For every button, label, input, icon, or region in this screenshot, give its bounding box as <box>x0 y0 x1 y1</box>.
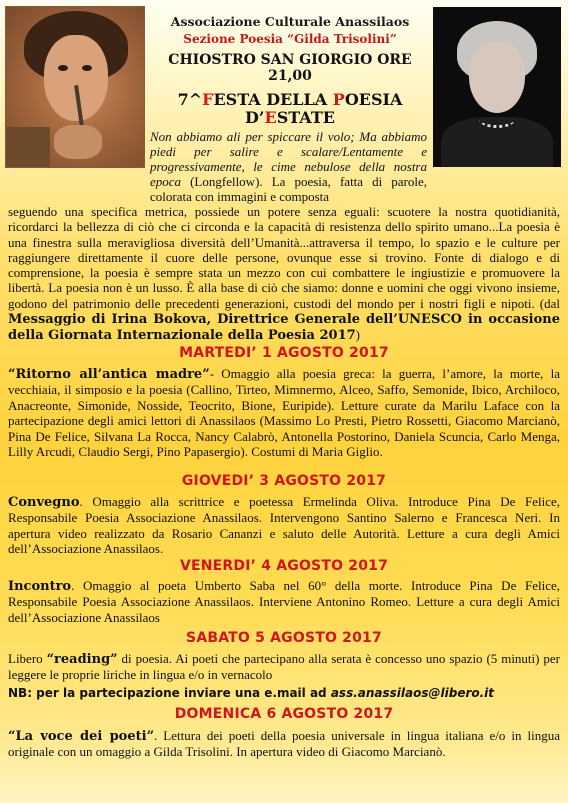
nb-note <box>8 686 560 701</box>
intro-continuation: seguendo una specifica metrica, possiede un potere senza eguali: scuotere la nostra quotidianità, ricordarci la bellezza di ciò che ci circonda e la capacità di resistenza dello spirito umano...La poesia è una finestra sulla meravigliosa diversità dell’Umanità...attraversa il tempo, lo spazio e le culture per raggiungere direttamente il cuore delle persone, ovunque esse si trovino. Fonte di dialogo e di comprensione, la poesia è sempre stata un mezzo con cui combattere le ingiustizie e promuovere la libertà. La poesia non è un lusso. È alla base di ciò che siamo: donne e uomini che oggi vivono insieme, godono del patrimonio delle precedenti generazioni, custodi del mondo per i nostri figli e nipoti. <box>8 204 560 311</box>
event-lead-2: Convegno <box>8 495 80 510</box>
event-body-1: - Omaggio alla poesia greca: la guerra, l’amore, la morte, la vecchiaia, il simposio e la poesia (Callino, Tirteo, Mimnermo, Alceo, Saffo, Semonide, Ibico, Archiloco, Anacreonte, Simonide, Nosside, Teocrito, Bione, Euripide). Letture curate da Marilu Laface con la partecipazione degli amici lettori di Anassilaos (Massimo Lo Presti, Pietro Rossetti, Giacomo Marcianò, Pina De Felice, Silvana La Rocca, Nancy Calabrò, Antonella Postorino, Daniela Scuncia, Carlo Menga, Lilly Arcudi, Claudio Sergi, Pino Papasergio). Costumi di Maria Giglio. <box>8 366 560 460</box>
nb-email-link[interactable]: ass.anassilaos@libero.it <box>330 686 495 700</box>
festa-rest: OESIA <box>344 90 403 109</box>
source-suffix: ) <box>355 327 360 343</box>
estate-e: E <box>264 108 277 128</box>
festival-title <box>150 91 430 128</box>
festa-prefix: 7^ <box>177 90 203 109</box>
section-name: Sezione Poesia “Gilda Trisolini” <box>183 32 397 46</box>
event-text-2 <box>8 494 560 557</box>
estate-rest: STATE <box>276 108 335 128</box>
poet-portrait-image <box>433 7 561 167</box>
festa-mid: ESTA DELLA <box>213 90 333 109</box>
event-day-5: DOMENICA 6 AGOSTO 2017 <box>174 706 394 722</box>
nb-text: NB: per la partecipazione inviare una e.mail ad <box>8 686 331 700</box>
source-prefix: (dal <box>534 295 560 311</box>
estate-d: D’ <box>245 108 265 128</box>
venue-line2: 21,00 <box>268 68 312 85</box>
fresco-portrait-image <box>6 7 144 167</box>
source-bold: Messaggio di Irina Bokova, Direttrice Generale dell’UNESCO in occasione della Giornata Internazionale della Poesia 2017 <box>8 312 560 344</box>
venue-time <box>150 52 430 84</box>
event-text-1 <box>8 366 560 459</box>
event-day-4: SABATO 5 AGOSTO 2017 <box>186 630 382 646</box>
intro-text <box>8 204 560 344</box>
event-lead-plain-4: Libero <box>8 651 47 666</box>
event-body-2: . Omaggio alla scrittrice e poetessa Ermelinda Oliva. Introduce Pina De Felice, Responsabile Poesia Associazione Anassilaos. Intervengono Santino Salerno e Francesca Neri. In apertura video realizzato da Rosario Cananzi e saluto delle Autorità. Letture a cura degli Amici dell’Associazione Anassilaos. <box>8 494 560 557</box>
event-day-2: GIOVEDI’ 3 AGOSTO 2017 <box>181 473 387 489</box>
event-day-3: VENERDI’ 4 AGOSTO 2017 <box>179 558 389 574</box>
event-body-5: . Lettura dei poeti della poesia universale in lingua italiana e/o in lingua originale con un omaggio a Gilda Trisolini. In apertura video di Giacomo Marcianò. <box>8 728 560 760</box>
longfellow-quote: Non abbiamo ali per spiccare il volo; Ma abbiamo piedi per salire e scalare/Lentamente e progressivamente, le cime nebulose della nostra epoca <box>150 129 427 189</box>
event-body-3: . Omaggio al poeta Umberto Saba nel 60° della morte. Introduce Pina De Felice, Responsabile Poesia Associazione Anassilaos. Interviene Antonino Romeo. Letture a cura degli Amici dell’Associazione Anassilaos <box>8 578 560 625</box>
event-body-4: di poesia. Ai poeti che partecipano alla serata è concesso uno spazio (5 minuti) per leggere le proprie liriche in lingua e/o in vernacolo <box>8 651 560 683</box>
festa-f: F <box>202 90 214 109</box>
quote-author: (Longfellow). La poesia, fatta di parole, colorata con immagini e composta <box>150 174 427 204</box>
event-text-5 <box>8 728 560 760</box>
intro-quote <box>150 129 427 204</box>
event-lead-4: “reading” <box>46 652 118 667</box>
event-text-4 <box>8 651 560 683</box>
venue-line1: CHIOSTRO SAN GIORGIO ORE <box>168 52 412 68</box>
festa-p: P <box>332 90 345 109</box>
event-lead-5: “La voce dei poeti” <box>8 729 155 744</box>
event-text-3 <box>8 578 560 625</box>
event-day-1: MARTEDI’ 1 AGOSTO 2017 <box>179 345 389 361</box>
association-name: Associazione Culturale Anassilaos <box>170 14 410 29</box>
event-lead-1: “Ritorno all’antica madre” <box>8 367 210 382</box>
event-lead-3: Incontro <box>8 579 72 594</box>
